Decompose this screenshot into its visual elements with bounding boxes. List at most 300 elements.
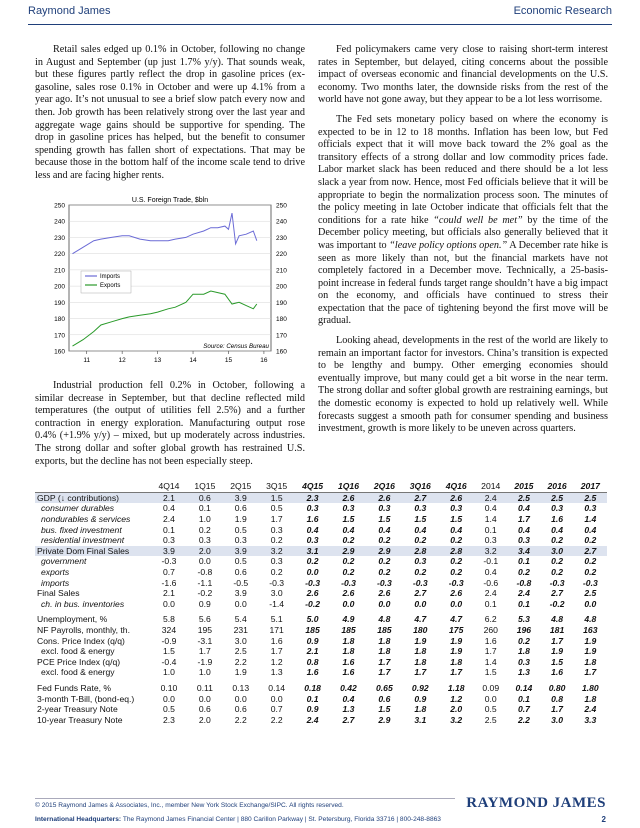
- table-cell: 0.4: [162, 503, 175, 514]
- table-cell: 0.5: [484, 704, 497, 715]
- table-cell: 0.6: [198, 704, 211, 715]
- table-cell: 0.2: [342, 567, 355, 578]
- table-cell: -0.8: [516, 577, 532, 588]
- table-cell: 1.80: [581, 682, 599, 693]
- table-cell: 2.6: [438, 492, 474, 503]
- table-cell: -0.3: [412, 577, 428, 588]
- table-header-cell: 2015: [507, 481, 540, 492]
- table-cell: 1.9: [234, 514, 247, 525]
- y-tick-label-right: 170: [276, 332, 287, 340]
- table-cell: 1.6: [306, 667, 319, 678]
- table-row-label: 3-month T-Bill, (bond-eq.): [37, 693, 135, 704]
- table-cell: 0.4: [551, 524, 564, 535]
- y-tick-label-right: 160: [276, 348, 287, 356]
- table-cell: 0.2: [517, 567, 530, 578]
- y-tick-label-right: 190: [276, 299, 287, 307]
- table-row-label: Unemployment, %: [37, 614, 108, 625]
- table-cell: 0.11: [196, 682, 213, 693]
- table-cell: 0.0: [198, 556, 211, 567]
- table-cell: 3.0: [551, 714, 564, 725]
- table-cell: 0.4: [584, 524, 597, 535]
- table-cell: 1.6: [551, 514, 564, 525]
- table-cell: 2.5: [584, 588, 597, 599]
- table-cell: 2.3: [162, 714, 175, 725]
- y-tick-label-left: 230: [54, 234, 65, 242]
- table-row-label: consumer durables: [41, 503, 115, 514]
- table-cell: 0.1: [517, 598, 530, 609]
- table-cell: 195: [197, 625, 213, 636]
- table-header-cell: 3Q15: [259, 481, 295, 492]
- table-row: [35, 546, 607, 557]
- table-row-label: NF Payrolls, monthly, th.: [37, 625, 130, 636]
- table-cell: 0.2: [414, 567, 427, 578]
- table-row: [35, 657, 607, 668]
- table-cell: 2.9: [366, 546, 402, 557]
- table-cell: 0.4: [484, 503, 497, 514]
- left-column-top: [35, 44, 305, 190]
- table-cell: 0.3: [270, 524, 283, 535]
- y-tick-label-left: 170: [54, 332, 65, 340]
- table-cell: 0.2: [450, 567, 463, 578]
- table-header-cell: 4Q16: [438, 481, 474, 492]
- table-cell: -0.6: [483, 577, 499, 588]
- table-cell: 0.5: [234, 556, 247, 567]
- table-cell: 185: [377, 625, 392, 636]
- table-row-label: GDP (↓ contributions): [35, 492, 151, 503]
- table-cell: 1.7: [551, 704, 564, 715]
- table-cell: 2.4: [474, 492, 507, 503]
- table-cell: 2.9: [331, 546, 367, 557]
- x-tick-label: 16: [260, 357, 268, 364]
- table-cell: 0.3: [584, 503, 597, 514]
- table-cell: 6.2: [484, 614, 497, 625]
- table-cell: 1.5: [484, 667, 497, 678]
- table-cell: -0.3: [582, 577, 598, 588]
- table-cell: 1.9: [551, 646, 564, 657]
- table-cell: 196: [516, 625, 532, 636]
- table-cell: 3.9: [234, 588, 247, 599]
- table-cell: 1.18: [447, 682, 465, 693]
- table-cell: 0.2: [450, 556, 463, 567]
- table-cell: 3.9: [223, 546, 259, 557]
- table-cell: 1.6: [342, 667, 355, 678]
- table-cell: 5.3: [517, 614, 530, 625]
- table-cell: 2.5: [484, 714, 497, 725]
- p2-part-b: by the time of the December policy meeting, but officials also generally believed that it was important to: [318, 214, 608, 251]
- table-cell: 1.9: [584, 635, 597, 646]
- table-cell: 0.4: [450, 524, 463, 535]
- table-cell: 0.92: [411, 682, 429, 693]
- table-cell: 0.2: [450, 535, 463, 546]
- y-tick-label-right: 230: [276, 234, 287, 242]
- table-cell: 1.8: [414, 646, 427, 657]
- table-row: [35, 577, 607, 588]
- table-header-cell: 3Q16: [402, 481, 438, 492]
- table-header-cell: 2Q16: [366, 481, 402, 492]
- table-cell: 0.3: [162, 535, 175, 546]
- table-cell: 0.3: [306, 535, 319, 546]
- table-cell: 181: [549, 625, 565, 636]
- chart-source: Source: Census Bureau: [203, 343, 269, 350]
- table-cell: 1.8: [584, 693, 597, 704]
- table-cell: 0.4: [414, 524, 427, 535]
- table-cell: 0.5: [162, 704, 175, 715]
- table-cell: 1.8: [517, 646, 530, 657]
- x-tick-label: 14: [189, 357, 197, 364]
- table-cell: 0.6: [234, 567, 247, 578]
- table-cell: 0.0: [162, 598, 175, 609]
- table-cell: 185: [305, 625, 320, 636]
- table-cell: 1.8: [378, 646, 391, 657]
- table-cell: 1.7: [484, 646, 497, 657]
- table-row: [35, 503, 607, 514]
- table-row-label: imports: [41, 577, 70, 588]
- table-row: [35, 514, 607, 525]
- table-cell: 1.7: [378, 656, 391, 667]
- table-cell: -0.2: [197, 588, 213, 599]
- table-cell: 0.0: [450, 598, 463, 609]
- table-cell: 3.1: [414, 714, 427, 725]
- table-cell: 0.3: [517, 656, 530, 667]
- table-cell: 1.7: [198, 646, 211, 657]
- table-cell: 1.7: [551, 635, 564, 646]
- table-cell: 1.9: [584, 646, 597, 657]
- table-row-label: 2-year Treasury Note: [37, 704, 118, 715]
- table-cell: 1.7: [414, 667, 427, 678]
- table-cell: 1.8: [450, 656, 463, 667]
- table-cell: 4.7: [414, 614, 427, 625]
- table-cell: 2.1: [162, 588, 175, 599]
- table-row: [35, 646, 607, 657]
- table-cell: 0.2: [342, 556, 355, 567]
- table-row-label: PCE Price Index (q/q): [37, 656, 121, 667]
- table-cell: 324: [161, 625, 177, 636]
- table-cell: 0.3: [414, 503, 427, 514]
- y-tick-label-right: 220: [276, 251, 287, 259]
- forecast-table: [35, 481, 607, 725]
- table-cell: 1.2: [450, 693, 463, 704]
- table-cell: 0.2: [270, 567, 283, 578]
- table-cell: 0.3: [551, 503, 564, 514]
- table-cell: 4.8: [378, 614, 391, 625]
- table-cell: 0.3: [378, 503, 391, 514]
- y-tick-label-left: 240: [54, 218, 65, 226]
- table-cell: -3.1: [197, 635, 213, 646]
- table-cell: 0.2: [584, 535, 597, 546]
- table-row-label: residential investment: [41, 535, 125, 546]
- table-cell: 0.2: [584, 567, 597, 578]
- table-cell: 2.3: [295, 492, 331, 503]
- table-cell: 1.6: [306, 514, 319, 525]
- table-cell: 0.0: [198, 693, 211, 704]
- table-cell: 0.0: [342, 598, 355, 609]
- table-row-label: Private Dom Final Sales: [35, 546, 151, 557]
- table-row: [35, 635, 607, 646]
- footer-address: [35, 816, 441, 823]
- table-cell: 0.1: [517, 693, 530, 704]
- table-cell: 0.09: [482, 682, 500, 693]
- table-cell: -0.3: [161, 556, 177, 567]
- p2-part-a: The Fed sets monetary policy based on where the economy is expected to be in 12 to 18 months. Inflation has been low, but Fed officials expect that it will move back toward the 2% goal as the transitory effects of a strong dollar and low commodity prices fade. Labor market slack has been reduced and there should be a lot less slack a year from now. Hence, most Fed officials believe that it will be appropriate to begin the normalization process soon. The minutes of the policy meeting in late October indicate that officials felt that the conditions for a rate hike: [318, 113, 608, 226]
- table-cell: -0.3: [305, 577, 320, 588]
- table-cell: 2.6: [366, 492, 402, 503]
- table-cell: 5.1: [270, 614, 283, 625]
- table-cell: 0.0: [234, 598, 247, 609]
- table-cell: 0.4: [517, 503, 530, 514]
- paragraph-fed-2: [318, 114, 608, 328]
- table-cell: 0.6: [234, 503, 247, 514]
- table-cell: 3.0: [234, 635, 247, 646]
- table-cell: 1.9: [414, 635, 427, 646]
- table-row: [35, 524, 607, 535]
- table-cell: 1.8: [584, 656, 597, 667]
- table-cell: 2.4: [306, 714, 319, 725]
- y-tick-label-right: 210: [276, 267, 287, 275]
- table-cell: 0.5: [270, 503, 283, 514]
- table-cell: 1.4: [484, 514, 497, 525]
- table-cell: 2.8: [438, 546, 474, 557]
- table-cell: 2.6: [306, 588, 319, 599]
- table-cell: 0.13: [232, 682, 250, 693]
- right-column: [318, 44, 608, 443]
- table-cell: 1.0: [198, 514, 211, 525]
- table-cell: 0.4: [378, 524, 391, 535]
- table-cell: 0.3: [234, 535, 247, 546]
- table-cell: 171: [269, 625, 284, 636]
- x-tick-label: 11: [83, 357, 91, 364]
- table-cell: 0.9: [198, 598, 211, 609]
- table-cell: 5.6: [198, 614, 211, 625]
- table-cell: 0.9: [306, 704, 319, 715]
- table-row: [35, 556, 607, 567]
- table-row-label: excl. food & energy: [41, 646, 115, 657]
- table-cell: 2.6: [331, 492, 367, 503]
- table-cell: 3.2: [450, 714, 463, 725]
- table-cell: 1.8: [414, 656, 427, 667]
- table-cell: -0.3: [448, 577, 464, 588]
- table-cell: 1.3: [270, 667, 283, 678]
- table-cell: 0.65: [376, 682, 393, 693]
- table-row: [35, 667, 607, 678]
- table-row: [35, 704, 607, 715]
- table-cell: 1.7: [450, 667, 463, 678]
- table-cell: 0.14: [515, 682, 533, 693]
- table-cell: 2.1: [306, 646, 319, 657]
- table-cell: 0.4: [342, 524, 355, 535]
- table-cell: 2.7: [414, 588, 427, 599]
- table-row: [35, 693, 607, 704]
- p2-quote-1: “could well be met”: [433, 214, 523, 226]
- table-cell: 0.5: [234, 524, 247, 535]
- table-cell: -0.2: [549, 598, 565, 609]
- table-cell: 1.5: [342, 514, 355, 525]
- table-cell: 0.9: [306, 635, 319, 646]
- table-cell: 180: [413, 625, 428, 636]
- table-cell: -0.3: [341, 577, 356, 588]
- table-cell: 2.4: [162, 514, 175, 525]
- table-header-row: [35, 481, 607, 492]
- table-cell: 1.4: [584, 514, 597, 525]
- table-cell: 1.7: [378, 667, 391, 678]
- paragraph-fed-1: Fed policymakers came very close to raising short-term interest rates in September, but delayed, citing concerns about the possible impact of overseas economic and financial developments on the U.S. economy. Two months later, the downside risks from the rest of the world have not gone away, but they appear to be a lot less worrisome.: [318, 44, 608, 106]
- table-cell: 2.6: [342, 588, 355, 599]
- table-cell: 3.4: [507, 546, 540, 557]
- raymond-james-logo: RAYMOND JAMES: [466, 795, 606, 811]
- table-cell: 2.5: [234, 646, 247, 657]
- table-cell: 0.0: [484, 693, 497, 704]
- table-cell: 0.9: [414, 693, 427, 704]
- table-cell: -0.9: [161, 635, 177, 646]
- y-tick-label-right: 250: [276, 202, 287, 210]
- table-cell: 0.6: [187, 492, 223, 503]
- table-cell: 5.4: [234, 614, 247, 625]
- table-cell: 1.8: [342, 646, 355, 657]
- table-cell: 0.2: [378, 535, 391, 546]
- table-cell: 0.3: [198, 535, 211, 546]
- table-cell: 2.8: [402, 546, 438, 557]
- table-cell: 0.4: [306, 524, 319, 535]
- table-cell: 3.3: [584, 714, 597, 725]
- table-cell: 2.4: [484, 588, 497, 599]
- table-cell: -1.4: [269, 598, 285, 609]
- table-row: [35, 683, 607, 694]
- table-cell: 2.4: [584, 704, 597, 715]
- table-header-cell: 1Q15: [187, 481, 223, 492]
- table-cell: 1.7: [270, 514, 283, 525]
- table-cell: 2.5: [507, 492, 540, 503]
- x-tick-label: 13: [153, 357, 162, 364]
- table-cell: 3.9: [151, 546, 187, 557]
- table-cell: 4.8: [551, 614, 564, 625]
- table-cell: 1.9: [450, 635, 463, 646]
- table-header-cell: 1Q16: [331, 481, 367, 492]
- table-cell: 0.10: [160, 682, 178, 693]
- table-row-label: ch. in bus. inventories: [41, 598, 125, 609]
- table-row-label: government: [41, 556, 87, 567]
- table-cell: 0.0: [414, 598, 427, 609]
- table-cell: 0.3: [517, 535, 530, 546]
- y-tick-label-right: 200: [276, 283, 287, 291]
- paragraph-outlook: Looking ahead, developments in the rest of the world are likely to remain an important factor for investors. China’s transition is expected to be lengthy and bumpy. Other emerging economies should eventually improve, but many could get a bit worse in the near term. The strong dollar and softer global growth are restraining earnings, but the domestic economy is expected to hold up relatively well. While forecasts suggest a smooth path for consumer spending and business investment, growth is more likely to be uneven across quarters.: [318, 335, 608, 435]
- table-cell: 163: [583, 625, 598, 636]
- table-cell: 2.0: [187, 546, 223, 557]
- table-cell: 0.42: [340, 682, 357, 693]
- paragraph-industrial-production: Industrial production fell 0.2% in October, following a similar decrease in September, but that decline reflected mild temperatures (the output of utilities fell 2.5%) and a further contraction in energy exploration. Manufacturing output rose 0.4% (+1.9% y/y) – mixed, but up moderately across industries. The strong dollar and softer global growth has restrained U.S. exports, but the decline has not been especially steep.: [35, 380, 305, 467]
- table-cell: 2.2: [234, 656, 247, 667]
- table-cell: 260: [483, 625, 498, 636]
- table-cell: 0.6: [378, 693, 391, 704]
- table-cell: 175: [449, 625, 464, 636]
- table-row: [35, 535, 607, 546]
- chart-title: U.S. Foreign Trade, $bln: [131, 197, 209, 204]
- table-cell: 0.2: [414, 535, 427, 546]
- y-tick-label-left: 200: [54, 283, 65, 291]
- table-cell: 1.5: [450, 514, 463, 525]
- table-cell: 0.2: [306, 556, 319, 567]
- table-cell: 0.7: [162, 567, 175, 578]
- table-cell: 5.0: [306, 614, 319, 625]
- table-cell: 0.4: [342, 693, 355, 704]
- table-cell: -0.5: [233, 577, 249, 588]
- footer-copyright: © 2015 Raymond James & Associates, Inc., member New York Stock Exchange/SIPC. All rights reserved.: [35, 802, 344, 809]
- table-row: [35, 614, 607, 625]
- table-cell: 2.2: [517, 714, 530, 725]
- table-row-label: excl. food & energy: [41, 667, 115, 678]
- table-cell: -0.1: [483, 556, 499, 567]
- table-row: [35, 492, 607, 503]
- table-cell: 1.5: [378, 704, 391, 715]
- table-cell: 0.3: [270, 556, 283, 567]
- table-row-label: nondurables & services: [41, 514, 131, 525]
- table-row: [35, 567, 607, 578]
- y-tick-label-right: 240: [276, 218, 287, 226]
- table-cell: 1.6: [551, 667, 564, 678]
- table-cell: 0.1: [162, 524, 175, 535]
- x-tick-label: 15: [224, 357, 233, 364]
- table-cell: 2.5: [541, 492, 574, 503]
- table-cell: 1.5: [162, 646, 175, 657]
- x-tick-label: 12: [118, 357, 126, 364]
- table-cell: 2.0: [450, 704, 463, 715]
- table-cell: 1.5: [414, 514, 427, 525]
- table-cell: 1.0: [198, 667, 211, 678]
- table-header-cell: 2016: [541, 481, 574, 492]
- p2-part-c: A December rate hike is seen as more likely than not, but the financial markets have not completely factored in a December move. Technically, a 25-basis-point increase in federal funds target range shouldn’t have a big impact on the economy, and officials have continued to stress their expectation that the pace of tightening beyond the first move will be gradual.: [318, 239, 608, 327]
- table-cell: 1.3: [342, 704, 355, 715]
- table-cell: 0.7: [517, 704, 530, 715]
- table-cell: 0.0: [270, 693, 283, 704]
- table-cell: 0.6: [234, 704, 247, 715]
- table-cell: 1.8: [414, 704, 427, 715]
- table-cell: 1.6: [484, 635, 497, 646]
- table-cell: 0.80: [548, 682, 566, 693]
- table-header-cell: 4Q15: [295, 481, 331, 492]
- table-cell: 3.2: [474, 546, 507, 557]
- y-tick-label-left: 220: [54, 251, 65, 259]
- table-cell: 0.2: [378, 556, 391, 567]
- header-right: Economic Research: [513, 5, 612, 17]
- table-cell: 0.3: [342, 503, 355, 514]
- table-cell: 0.2: [551, 567, 564, 578]
- table-cell: 2.6: [378, 588, 391, 599]
- table-row-label: Cons. Price Index (q/q): [37, 635, 125, 646]
- table-cell: 0.1: [484, 524, 497, 535]
- table-cell: 2.7: [342, 714, 355, 725]
- table-cell: 0.8: [551, 693, 564, 704]
- legend-label: Imports: [100, 274, 121, 280]
- table-cell: 0.0: [584, 598, 597, 609]
- table-cell: 0.2: [517, 635, 530, 646]
- y-tick-label-left: 190: [54, 299, 65, 307]
- page-number: 2: [601, 815, 606, 824]
- table-cell: 1.7: [517, 514, 530, 525]
- table-cell: -0.3: [549, 577, 565, 588]
- table-cell: 0.2: [270, 535, 283, 546]
- table-cell: -1.6: [161, 577, 177, 588]
- footer-hq-text: The Raymond James Financial Center | 880 Carillon Parkway | St. Petersburg, Florida 33716 | 800-248-8863: [122, 816, 441, 823]
- table-cell: 5.8: [162, 614, 175, 625]
- table-header-cell: 2Q15: [223, 481, 259, 492]
- legend-label: Exports: [100, 283, 121, 289]
- table-cell: 1.9: [234, 667, 247, 678]
- table-cell: 1.8: [378, 635, 391, 646]
- table-cell: -0.3: [269, 577, 285, 588]
- table-cell: 0.1: [198, 503, 211, 514]
- table-cell: 0.2: [551, 535, 564, 546]
- table-cell: 3.0: [541, 546, 574, 557]
- table-row-label: Final Sales: [37, 588, 80, 599]
- table-cell: 1.2: [270, 656, 283, 667]
